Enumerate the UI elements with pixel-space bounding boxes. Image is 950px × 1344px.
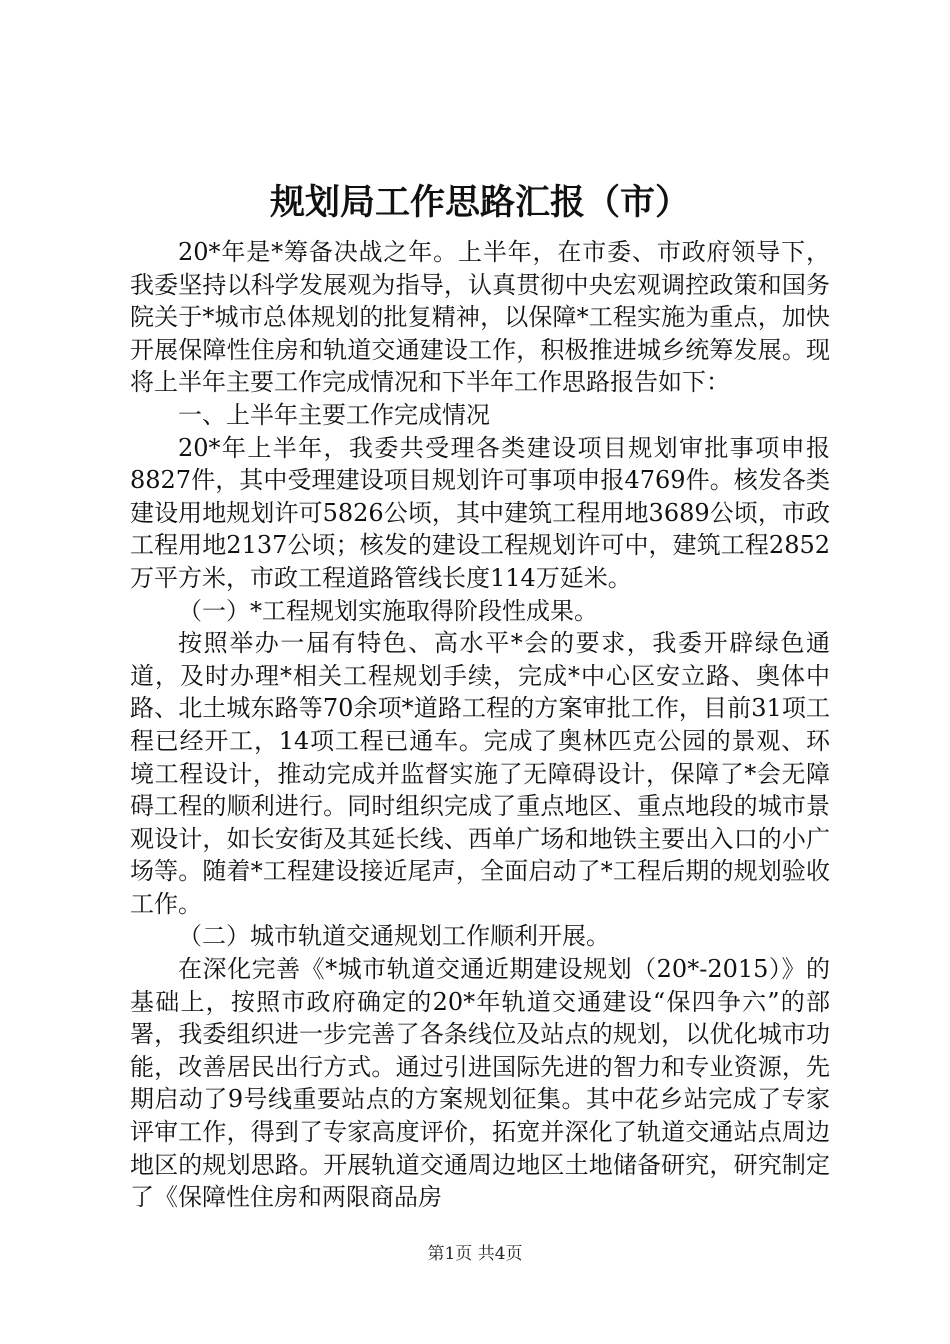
subsection-heading-1: （一）*工程规划实施取得阶段性成果。 xyxy=(178,596,598,625)
document-title: 规划局工作思路汇报（市） xyxy=(269,182,690,223)
document-body xyxy=(130,236,830,1214)
transit-paragraph: 在深化完善《*城市轨道交通近期建设规划（20*-2015）》的基础上，按照市政府确定的20*年轨道交通建设“保四争六”的部署，我委组织进一步完善了各条线位及站点的规划，以优化城市功能，改善居民出行方式。通过引进国际先进的智力和专业资源，先期启动了9号线重要站点的方案规划征集。其中花乡站完成了专家评审工作，得到了专家高度评价，拓宽并深化了轨道交通站点周边地区的规划思路。开展轨道交通周边地区土地储备研究，研究制定了《保障性住房和两限商品房 xyxy=(130,955,830,1212)
intro-paragraph: 20*年是*筹备决战之年。上半年，在市委、市政府领导下，我委坚持以科学发展观为指导，认真贯彻中央宏观调控政策和国务院关于*城市总体规划的批复精神，以保障*工程实施为重点，加快开展保障性住房和轨道交通建设工作，积极推进城乡统筹发展。现将上半年主要工作完成情况和下半年工作思路报告如下： xyxy=(130,238,830,397)
subsection-heading-2: （二）城市轨道交通规划工作顺利开展。 xyxy=(178,922,610,951)
project-paragraph: 按照举办一届有特色、高水平*会的要求，我委开辟绿色通道，及时办理*相关工程规划手续，完成*中心区安立路、奥体中路、北土城东路等70余项*道路工程的方案审批工作，目前31项工程已经开工，14项工程已通车。完成了奥林匹克公园的景观、环境工程设计，推动完成并监督实施了无障碍设计，保障了*会无障碍工程的顺利进行。同时组织完成了重点地区、重点地段的城市景观设计，如长安街及其延长线、西单广场和地铁主要出入口的小广场等。随着*工程建设接近尾声，全面启动了*工程后期的规划验收工作。 xyxy=(130,629,830,918)
statistics-paragraph: 20*年上半年，我委共受理各类建设项目规划审批事项申报8827件，其中受理建设项目规划许可事项申报4769件。核发各类建设用地规划许可5826公顷，其中建筑工程用地3689公顷，市政工程用地2137公顷；核发的建设工程规划许可中，建筑工程2852万平方米，市政工程道路管线长度114万延米。 xyxy=(130,433,830,592)
section-heading-1: 一、上半年主要工作完成情况 xyxy=(178,400,490,429)
page-footer: 第1页 共4页 xyxy=(427,1244,523,1264)
